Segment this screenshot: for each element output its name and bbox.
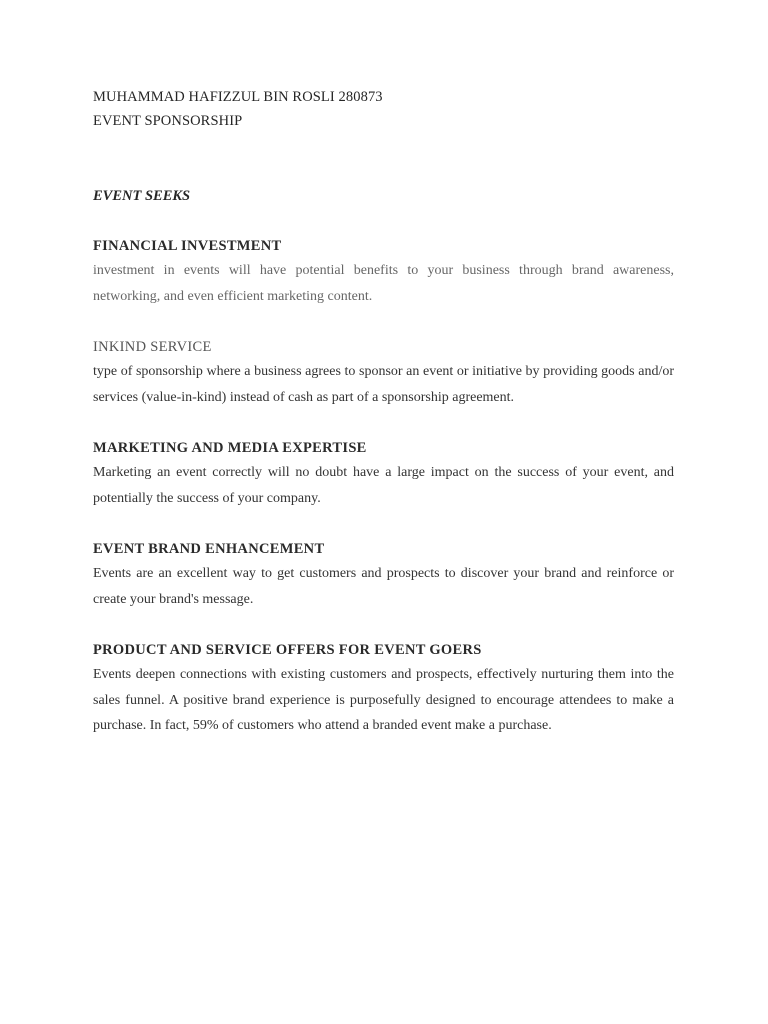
event-seeks-heading: EVENT SEEKS: [93, 188, 191, 204]
section-body: type of sponsorship where a business agrees to sponsor an event or initiative by providing goods and/or services (value-in-kind) instead of cash as part of a sponsorship agreement.: [93, 364, 674, 405]
section-body: Events are an excellent way to get customers and prospects to discover your brand and reinforce or create your brand's message.: [93, 566, 674, 607]
section-financial-investment: [93, 234, 674, 309]
document-topic: EVENT SPONSORSHIP: [93, 113, 243, 129]
author-line: MUHAMMAD HAFIZZUL BIN ROSLI 280873: [93, 89, 383, 105]
section-title: EVENT BRAND ENHANCEMENT: [93, 541, 325, 557]
document-page: [93, 85, 674, 739]
section-body: Marketing an event correctly will no doubt have a large impact on the success of your event, and potentially the success of your company.: [93, 465, 674, 506]
section-title: FINANCIAL INVESTMENT: [93, 238, 282, 254]
section-brand-enhancement: [93, 537, 674, 612]
section-product-service-offers: [93, 638, 674, 739]
section-body: investment in events will have potential benefits to your business through brand awareness, networking, and even efficient marketing content.: [93, 263, 674, 304]
section-inkind-service: [93, 335, 674, 410]
section-title: INKIND SERVICE: [93, 339, 212, 355]
section-body: Events deepen connections with existing customers and prospects, effectively nurturing them into the sales funnel. A positive brand experience is purposefully designed to encourage attendees to make a purchase. In fact, 59% of customers who attend a branded event make a purchase.: [93, 667, 674, 733]
section-title: PRODUCT AND SERVICE OFFERS FOR EVENT GOERS: [93, 642, 482, 658]
section-marketing-media: [93, 436, 674, 511]
section-title: MARKETING AND MEDIA EXPERTISE: [93, 440, 367, 456]
